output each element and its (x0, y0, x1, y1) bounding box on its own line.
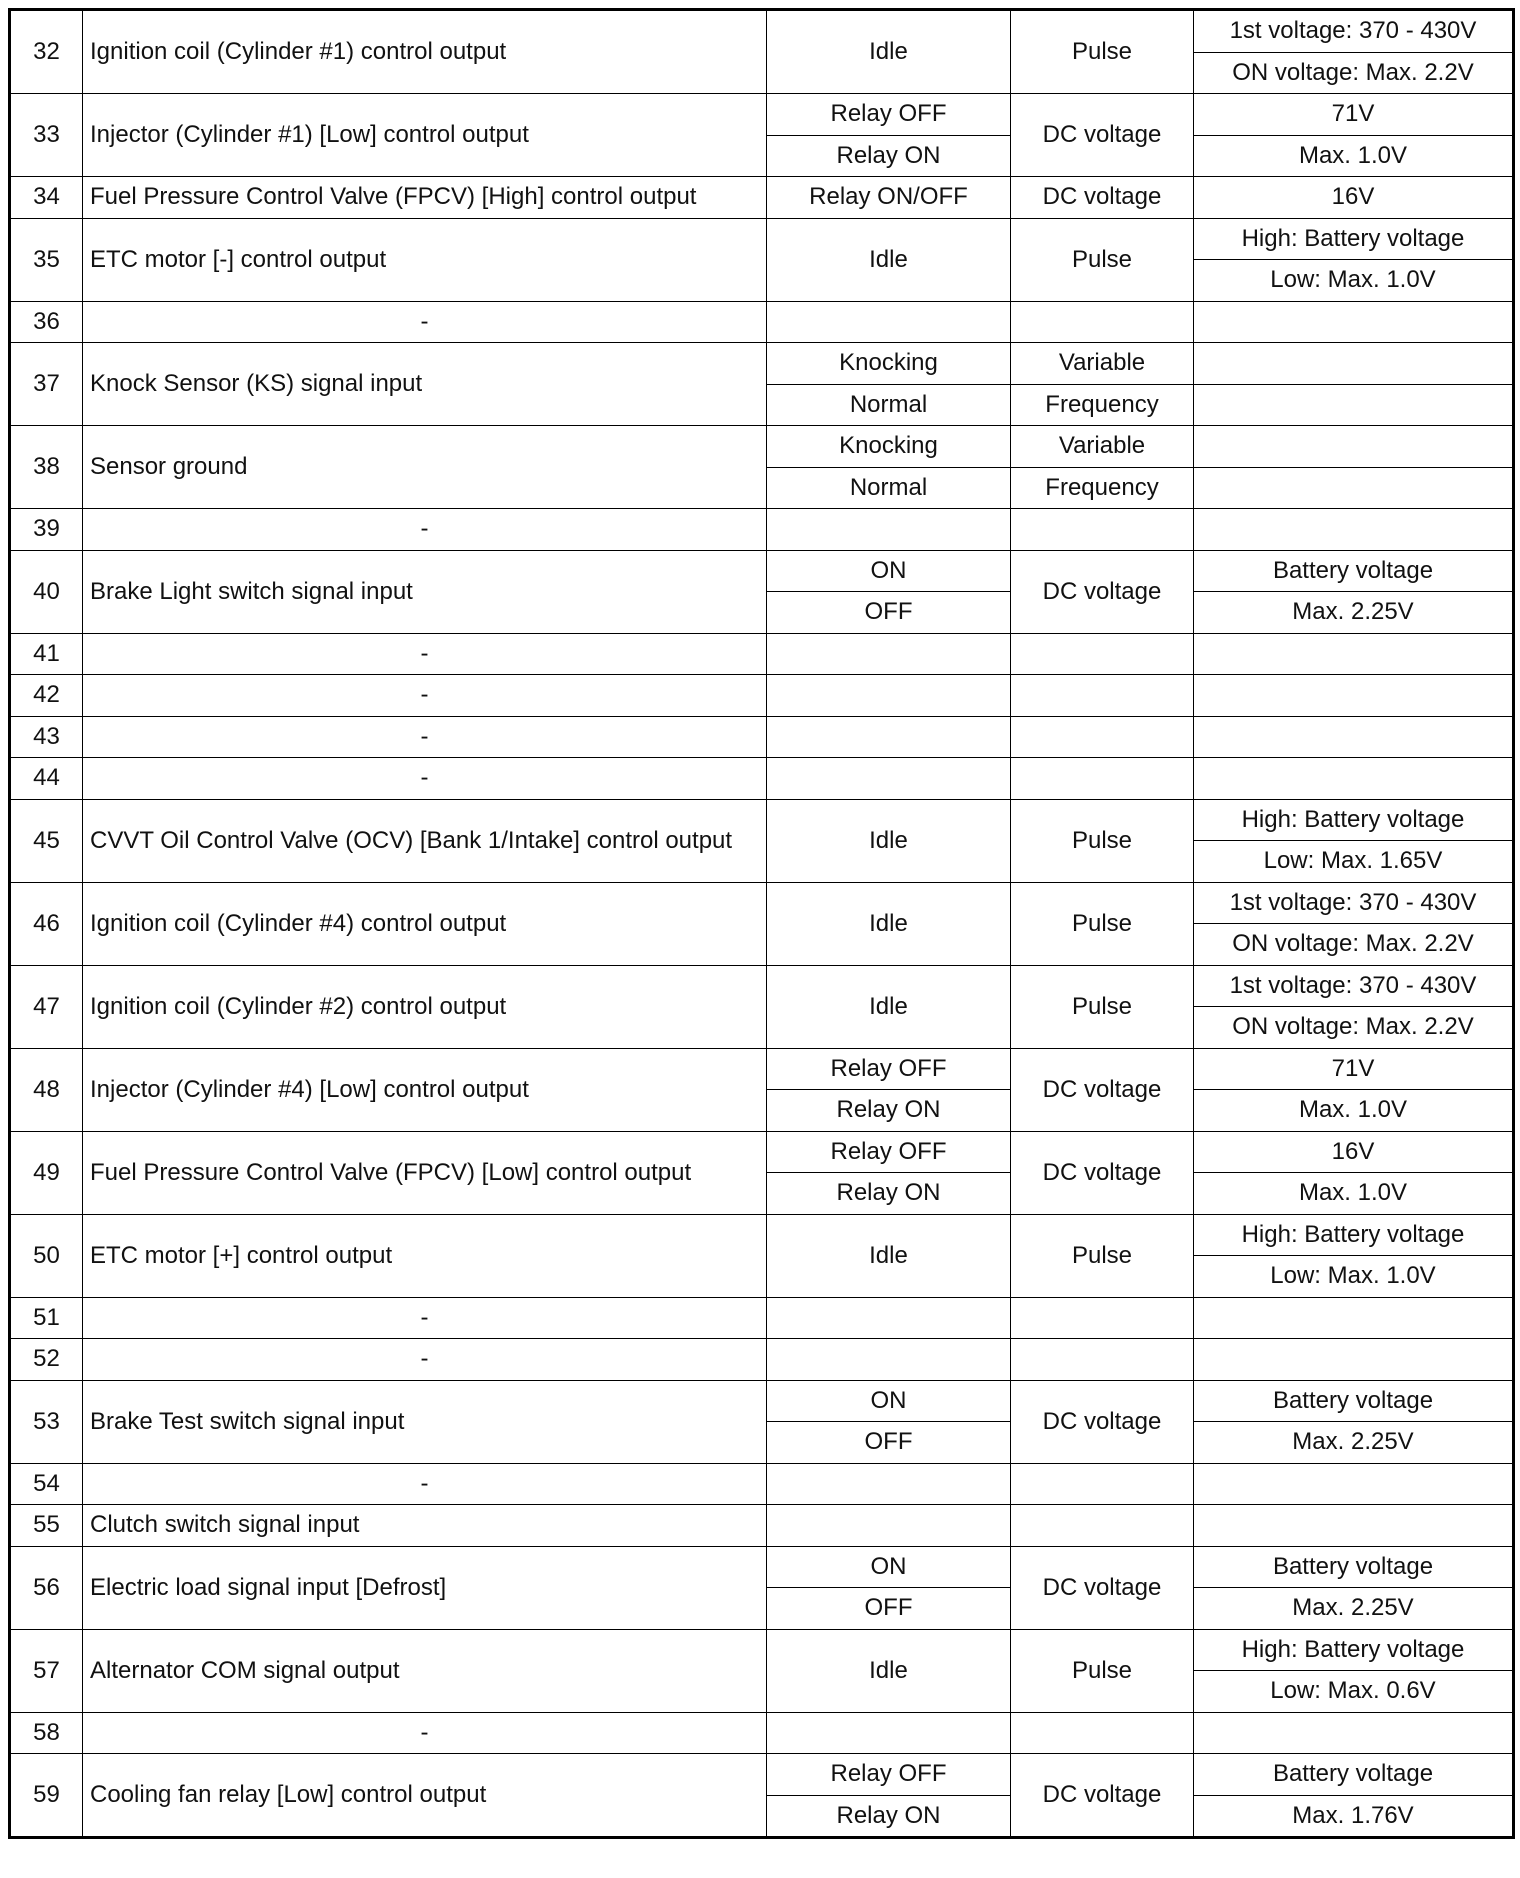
pin-number: 52 (10, 1339, 83, 1381)
condition-cell: Idle (767, 1214, 1011, 1297)
spec-value-cell (1194, 1297, 1514, 1339)
pin-number: 50 (10, 1214, 83, 1297)
pin-number: 42 (10, 675, 83, 717)
signal-type-cell: Variable (1011, 343, 1194, 385)
signal-type-cell: Pulse (1011, 882, 1194, 965)
condition-cell: Relay OFF (767, 94, 1011, 136)
pin-number: 44 (10, 758, 83, 800)
condition-cell: Idle (767, 799, 1011, 882)
pin-description: Ignition coil (Cylinder #1) control output (83, 10, 767, 94)
spec-value-cell: High: Battery voltage (1194, 1214, 1514, 1256)
spec-value-cell (1194, 509, 1514, 551)
table-row (10, 965, 1514, 1007)
pin-description: Injector (Cylinder #4) [Low] control output (83, 1048, 767, 1131)
spec-value-cell: ON voltage: Max. 2.2V (1194, 924, 1514, 966)
spec-value-cell (1194, 675, 1514, 717)
condition-cell (767, 1463, 1011, 1505)
spec-value-cell: Max. 1.0V (1194, 1090, 1514, 1132)
condition-cell: OFF (767, 1422, 1011, 1464)
spec-value-cell: Max. 2.25V (1194, 592, 1514, 634)
pin-description: Fuel Pressure Control Valve (FPCV) [High] control output (83, 177, 767, 219)
condition-cell (767, 633, 1011, 675)
pin-number: 49 (10, 1131, 83, 1214)
table-row (10, 550, 1514, 592)
condition-cell (767, 1297, 1011, 1339)
spec-value-cell: 1st voltage: 370 - 430V (1194, 10, 1514, 53)
table-row (10, 716, 1514, 758)
pin-number: 37 (10, 343, 83, 426)
pin-number: 40 (10, 550, 83, 633)
signal-type-cell (1011, 301, 1194, 343)
pin-number: 41 (10, 633, 83, 675)
spec-value-cell: Max. 1.0V (1194, 1173, 1514, 1215)
table-row (10, 1380, 1514, 1422)
condition-cell: Idle (767, 1629, 1011, 1712)
signal-type-cell (1011, 509, 1194, 551)
spec-value-cell (1194, 1505, 1514, 1547)
pin-number: 59 (10, 1754, 83, 1838)
condition-cell: Relay OFF (767, 1048, 1011, 1090)
table-row (10, 10, 1514, 53)
signal-type-cell (1011, 758, 1194, 800)
spec-value-cell: High: Battery voltage (1194, 799, 1514, 841)
signal-type-cell: Frequency (1011, 467, 1194, 509)
signal-type-cell: Frequency (1011, 384, 1194, 426)
signal-type-cell: DC voltage (1011, 1754, 1194, 1838)
signal-type-cell: DC voltage (1011, 1380, 1194, 1463)
spec-value-cell (1194, 1712, 1514, 1754)
spec-value-cell: Battery voltage (1194, 550, 1514, 592)
condition-cell: Relay ON (767, 1090, 1011, 1132)
table-row (10, 1131, 1514, 1173)
pin-number: 35 (10, 218, 83, 301)
pin-number: 36 (10, 301, 83, 343)
condition-cell (767, 1712, 1011, 1754)
spec-value-cell (1194, 1463, 1514, 1505)
signal-type-cell (1011, 1339, 1194, 1381)
pin-number: 56 (10, 1546, 83, 1629)
pin-number: 34 (10, 177, 83, 219)
spec-value-cell: Low: Max. 1.0V (1194, 260, 1514, 302)
spec-value-cell: 1st voltage: 370 - 430V (1194, 882, 1514, 924)
spec-value-cell: 16V (1194, 177, 1514, 219)
spec-value-cell: 71V (1194, 94, 1514, 136)
pin-number: 57 (10, 1629, 83, 1712)
table-row (10, 882, 1514, 924)
table-row (10, 1712, 1514, 1754)
signal-type-cell: Pulse (1011, 799, 1194, 882)
signal-type-cell (1011, 633, 1194, 675)
signal-type-cell: Pulse (1011, 1629, 1194, 1712)
pin-number: 47 (10, 965, 83, 1048)
condition-cell: Idle (767, 882, 1011, 965)
table-row (10, 799, 1514, 841)
pin-description: Sensor ground (83, 426, 767, 509)
signal-type-cell: DC voltage (1011, 177, 1194, 219)
spec-value-cell (1194, 1339, 1514, 1381)
pin-description: Brake Light switch signal input (83, 550, 767, 633)
pin-description: Ignition coil (Cylinder #2) control output (83, 965, 767, 1048)
table-row (10, 758, 1514, 800)
pin-description: - (83, 1339, 767, 1381)
pin-spec-table (8, 8, 1515, 1839)
table-row (10, 426, 1514, 468)
condition-cell (767, 758, 1011, 800)
signal-type-cell: DC voltage (1011, 1131, 1194, 1214)
pin-description: - (83, 509, 767, 551)
condition-cell: Normal (767, 384, 1011, 426)
pin-description: - (83, 675, 767, 717)
pin-description: - (83, 1297, 767, 1339)
table-row (10, 1629, 1514, 1671)
pin-number: 33 (10, 94, 83, 177)
condition-cell: Idle (767, 218, 1011, 301)
pin-description: ETC motor [+] control output (83, 1214, 767, 1297)
condition-cell (767, 675, 1011, 717)
signal-type-cell: Pulse (1011, 965, 1194, 1048)
signal-type-cell (1011, 1712, 1194, 1754)
pin-number: 43 (10, 716, 83, 758)
spec-value-cell (1194, 758, 1514, 800)
pin-description: ETC motor [-] control output (83, 218, 767, 301)
signal-type-cell (1011, 716, 1194, 758)
pin-description: - (83, 1712, 767, 1754)
spec-value-cell (1194, 633, 1514, 675)
condition-cell (767, 1339, 1011, 1381)
pin-number: 54 (10, 1463, 83, 1505)
pin-number: 58 (10, 1712, 83, 1754)
condition-cell (767, 301, 1011, 343)
signal-type-cell (1011, 1463, 1194, 1505)
pin-description: Brake Test switch signal input (83, 1380, 767, 1463)
condition-cell: Knocking (767, 343, 1011, 385)
pin-description: - (83, 716, 767, 758)
condition-cell: OFF (767, 1588, 1011, 1630)
signal-type-cell: Pulse (1011, 10, 1194, 94)
signal-type-cell (1011, 1297, 1194, 1339)
pin-description: Clutch switch signal input (83, 1505, 767, 1547)
spec-value-cell (1194, 426, 1514, 468)
pin-number: 51 (10, 1297, 83, 1339)
pin-number: 46 (10, 882, 83, 965)
pin-number: 39 (10, 509, 83, 551)
pin-description: Electric load signal input [Defrost] (83, 1546, 767, 1629)
signal-type-cell: Pulse (1011, 1214, 1194, 1297)
signal-type-cell (1011, 1505, 1194, 1547)
condition-cell: Relay OFF (767, 1131, 1011, 1173)
spec-value-cell: High: Battery voltage (1194, 1629, 1514, 1671)
spec-value-cell: ON voltage: Max. 2.2V (1194, 1007, 1514, 1049)
spec-value-cell: 71V (1194, 1048, 1514, 1090)
spec-value-cell: 16V (1194, 1131, 1514, 1173)
spec-value-cell: ON voltage: Max. 2.2V (1194, 52, 1514, 94)
condition-cell: ON (767, 1546, 1011, 1588)
spec-value-cell: Max. 2.25V (1194, 1422, 1514, 1464)
table-row (10, 1505, 1514, 1547)
pin-description: Alternator COM signal output (83, 1629, 767, 1712)
spec-value-cell: Battery voltage (1194, 1754, 1514, 1796)
table-row (10, 1463, 1514, 1505)
pin-description: - (83, 758, 767, 800)
spec-value-cell (1194, 301, 1514, 343)
pin-description: - (83, 633, 767, 675)
pin-rows (10, 10, 1514, 1838)
spec-value-cell (1194, 384, 1514, 426)
table-row (10, 509, 1514, 551)
spec-value-cell: Max. 1.0V (1194, 135, 1514, 177)
signal-type-cell: DC voltage (1011, 550, 1194, 633)
spec-value-cell: Max. 2.25V (1194, 1588, 1514, 1630)
signal-type-cell: DC voltage (1011, 94, 1194, 177)
condition-cell: Idle (767, 965, 1011, 1048)
spec-value-cell: Battery voltage (1194, 1546, 1514, 1588)
table-row (10, 301, 1514, 343)
signal-type-cell: DC voltage (1011, 1048, 1194, 1131)
condition-cell (767, 509, 1011, 551)
spec-value-cell: 1st voltage: 370 - 430V (1194, 965, 1514, 1007)
signal-type-cell: Variable (1011, 426, 1194, 468)
pin-description: - (83, 301, 767, 343)
condition-cell: Knocking (767, 426, 1011, 468)
pin-description: Injector (Cylinder #1) [Low] control output (83, 94, 767, 177)
signal-type-cell: DC voltage (1011, 1546, 1194, 1629)
table-row (10, 1546, 1514, 1588)
spec-value-cell (1194, 467, 1514, 509)
pin-number: 45 (10, 799, 83, 882)
condition-cell: Idle (767, 10, 1011, 94)
spec-value-cell: High: Battery voltage (1194, 218, 1514, 260)
condition-cell: ON (767, 550, 1011, 592)
condition-cell (767, 716, 1011, 758)
condition-cell: ON (767, 1380, 1011, 1422)
pin-number: 32 (10, 10, 83, 94)
condition-cell: Relay ON/OFF (767, 177, 1011, 219)
pin-description: Fuel Pressure Control Valve (FPCV) [Low] control output (83, 1131, 767, 1214)
condition-cell (767, 1505, 1011, 1547)
condition-cell: OFF (767, 592, 1011, 634)
table-row (10, 218, 1514, 260)
pin-description: Knock Sensor (KS) signal input (83, 343, 767, 426)
spec-value-cell: Low: Max. 1.65V (1194, 841, 1514, 883)
table-row (10, 1048, 1514, 1090)
spec-value-cell: Battery voltage (1194, 1380, 1514, 1422)
pin-number: 38 (10, 426, 83, 509)
condition-cell: Relay OFF (767, 1754, 1011, 1796)
pin-spec-document (8, 8, 1512, 1878)
condition-cell: Relay ON (767, 1173, 1011, 1215)
signal-type-cell (1011, 675, 1194, 717)
condition-cell: Normal (767, 467, 1011, 509)
table-row (10, 1339, 1514, 1381)
table-row (10, 177, 1514, 219)
spec-value-cell (1194, 716, 1514, 758)
spec-value-cell: Low: Max. 0.6V (1194, 1671, 1514, 1713)
table-row (10, 1754, 1514, 1796)
table-row (10, 1214, 1514, 1256)
pin-number: 53 (10, 1380, 83, 1463)
table-row (10, 675, 1514, 717)
table-row (10, 1297, 1514, 1339)
pin-description: - (83, 1463, 767, 1505)
spec-value-cell: Max. 1.76V (1194, 1795, 1514, 1838)
pin-number: 48 (10, 1048, 83, 1131)
pin-description: CVVT Oil Control Valve (OCV) [Bank 1/Intake] control output (83, 799, 767, 882)
condition-cell: Relay ON (767, 1795, 1011, 1838)
signal-type-cell: Pulse (1011, 218, 1194, 301)
spec-value-cell: Low: Max. 1.0V (1194, 1256, 1514, 1298)
pin-number: 55 (10, 1505, 83, 1547)
condition-cell: Relay ON (767, 135, 1011, 177)
pin-description: Cooling fan relay [Low] control output (83, 1754, 767, 1838)
table-row (10, 633, 1514, 675)
table-row (10, 343, 1514, 385)
spec-value-cell (1194, 343, 1514, 385)
table-row (10, 94, 1514, 136)
pin-description: Ignition coil (Cylinder #4) control output (83, 882, 767, 965)
